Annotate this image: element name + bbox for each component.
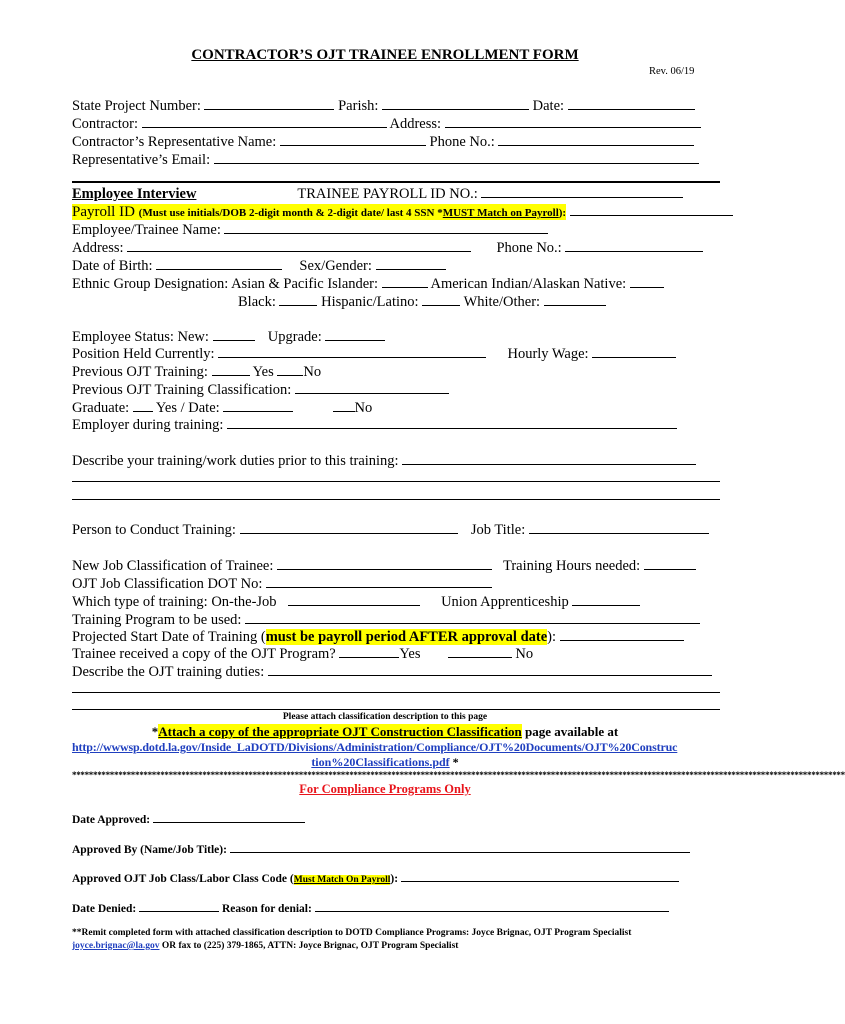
rep-phone-label: Phone No.: <box>429 134 495 150</box>
describe-ojt-field[interactable] <box>268 662 712 676</box>
received-no-label: No <box>515 646 534 662</box>
date-denied-field[interactable] <box>139 901 219 912</box>
start-date-field[interactable] <box>560 627 684 641</box>
rep-email-field[interactable] <box>214 150 699 164</box>
attach-note: Please attach classification description to this page <box>282 712 488 722</box>
prev-training-no-field[interactable] <box>277 362 303 376</box>
hourly-wage-label: Hourly Wage: <box>507 346 589 362</box>
graduate-no-label: No <box>354 400 373 416</box>
hispanic-label: Hispanic/Latino: <box>321 294 419 310</box>
received-no-field[interactable] <box>448 644 512 658</box>
duties-label: Describe your training/work duties prior to this training: <box>72 453 399 469</box>
ethnic-row-2 <box>238 292 606 311</box>
attach-instruction: *Attach a copy of the appropriate OJT Construction Classification page available at <box>151 724 619 739</box>
duties-row <box>72 451 696 470</box>
person-label: Person to Conduct Training: <box>72 522 236 538</box>
trainee-name-field[interactable] <box>224 220 548 234</box>
prev-training-yes-field[interactable] <box>212 362 250 376</box>
reason-field[interactable] <box>315 901 669 912</box>
payroll-id-field[interactable] <box>570 202 733 216</box>
parish-field[interactable] <box>382 96 529 110</box>
dot-no-field[interactable] <box>266 574 492 588</box>
prev-training-label: Previous OJT Training: <box>72 364 208 380</box>
new-class-row <box>72 556 696 575</box>
graduate-label: Graduate: <box>72 400 130 416</box>
graduate-date-field[interactable] <box>223 398 293 412</box>
trainee-payroll-id-field[interactable] <box>481 184 683 198</box>
payroll-id-label: Payroll ID (Must use initials/DOB 2-digit month & 2-digit date/ last 4 SSN *MUST Match on Payroll): <box>72 204 567 220</box>
date-approved-row <box>72 812 305 826</box>
american-indian-label: American Indian/Alaskan Native: <box>430 276 627 292</box>
training-type-label: Which type of training: On-the-Job <box>72 594 277 610</box>
describe-ojt-label: Describe the OJT training duties: <box>72 664 265 680</box>
contractor-row <box>72 114 701 133</box>
received-yes-label: Yes <box>399 646 421 662</box>
rep-name-field[interactable] <box>280 132 426 146</box>
new-class-label: New Job Classification of Trainee: <box>72 558 274 574</box>
employee-status-label: Employee Status: New: <box>72 329 209 345</box>
ethnic-row <box>72 274 664 293</box>
contractor-address-field[interactable] <box>445 114 701 128</box>
start-date-label: Projected Start Date of Training (must be payroll period AFTER approval date): <box>72 629 557 645</box>
position-row <box>72 344 676 363</box>
trainee-address-field[interactable] <box>127 238 471 252</box>
prev-class-row <box>72 380 449 399</box>
date-approved-label: Date Approved: <box>72 814 151 826</box>
asterisk-divider: **************************************************************************************************************************************************************************************** <box>72 770 845 780</box>
white-label: White/Other: <box>463 294 541 310</box>
program-label: Training Program to be used: <box>72 612 242 628</box>
graduate-no-field[interactable] <box>333 398 355 412</box>
job-title-label: Job Title: <box>470 522 526 538</box>
fax-note: OR fax to (225) 379-1865, ATTN: Joyce Brignac, OJT Program Specialist <box>159 941 459 951</box>
employer-field[interactable] <box>227 415 677 429</box>
training-hours-label: Training Hours needed: <box>503 558 641 574</box>
ethnic-label: Ethnic Group Designation: Asian & Pacific Islander: <box>72 276 379 292</box>
trainee-address-row <box>72 238 703 257</box>
on-the-job-field[interactable] <box>288 592 420 606</box>
prev-training-yes-label: Yes <box>252 364 274 380</box>
trainee-address-label: Address: <box>72 240 124 256</box>
trainee-payroll-id-label: TRAINEE PAYROLL ID NO.: <box>297 186 478 202</box>
trainee-phone-label: Phone No.: <box>496 240 562 256</box>
date-label: Date: <box>532 98 565 114</box>
date-field[interactable] <box>568 96 695 110</box>
contractor-address-label: Address: <box>389 116 442 132</box>
remit-note: **Remit completed form with attached classification description to DOTD Compliance Programs: Joyce Brignac, OJT Program Specialist <box>72 928 632 938</box>
dob-label: Date of Birth: <box>72 258 153 274</box>
person-field[interactable] <box>240 520 458 534</box>
black-label: Black: <box>238 294 276 310</box>
employee-interview-heading: Employee Interview <box>72 186 197 202</box>
program-field[interactable] <box>245 610 700 624</box>
trainee-name-row <box>72 220 548 239</box>
prev-class-label: Previous OJT Training Classification: <box>72 382 292 398</box>
hispanic-field[interactable] <box>422 292 460 306</box>
prev-training-row <box>72 362 321 381</box>
representative-row <box>72 132 694 151</box>
person-row <box>72 520 709 539</box>
approved-by-row <box>72 842 690 856</box>
rep-email-row <box>72 150 699 169</box>
rep-email-label: Representative’s Email: <box>72 152 211 168</box>
received-row <box>72 644 533 663</box>
trainee-name-label: Employee/Trainee Name: <box>72 222 221 238</box>
date-denied-label: Date Denied: <box>72 903 137 915</box>
job-title-field[interactable] <box>529 520 709 534</box>
rep-phone-field[interactable] <box>498 132 694 146</box>
state-project-number-field[interactable] <box>204 96 334 110</box>
state-project-number-label: State Project Number: <box>72 98 201 114</box>
sex-label: Sex/Gender: <box>299 258 372 274</box>
reason-label: Reason for denial: <box>221 903 312 915</box>
employer-row <box>72 415 677 434</box>
union-label: Union Apprenticeship <box>441 594 569 610</box>
contractor-label: Contractor: <box>72 116 139 132</box>
position-field[interactable] <box>218 344 486 358</box>
classification-url-line2-row: tion%20Classifications.pdf * <box>311 755 459 769</box>
new-class-field[interactable] <box>277 556 492 570</box>
classification-url-line1[interactable]: http://wwwsp.dotd.la.gov/Inside_LaDOTD/Divisions/Administration/Compliance/OJT%20Documents/OJT%20Construc <box>72 740 678 754</box>
describe-ojt-line-2[interactable] <box>72 692 720 693</box>
approved-class-row <box>72 871 679 885</box>
compliance-heading: For Compliance Programs Only <box>299 782 471 796</box>
duties-line-3[interactable] <box>72 499 720 500</box>
prev-training-no-label: No <box>303 364 322 380</box>
training-type-row <box>72 592 640 611</box>
upgrade-label: Upgrade: <box>267 329 322 345</box>
sex-field[interactable] <box>376 256 446 270</box>
approved-by-field[interactable] <box>230 842 690 853</box>
classification-url-line2[interactable]: tion%20Classifications.pdf <box>311 755 450 769</box>
dob-row <box>72 256 446 275</box>
dob-field[interactable] <box>156 256 282 270</box>
upgrade-field[interactable] <box>325 327 385 341</box>
prev-class-field[interactable] <box>295 380 449 394</box>
status-new-field[interactable] <box>213 327 255 341</box>
date-denied-row <box>72 901 669 915</box>
black-field[interactable] <box>279 292 317 306</box>
rep-name-label: Contractor’s Representative Name: <box>72 134 277 150</box>
employee-interview-row <box>72 184 683 203</box>
form-title: CONTRACTOR’S OJT TRAINEE ENROLLMENT FORM <box>191 47 579 63</box>
contact-email-link[interactable]: joyce.brignac@la.gov <box>72 941 160 951</box>
graduate-yes-date-label: Yes / Date: <box>155 400 220 416</box>
contractor-field[interactable] <box>142 114 387 128</box>
american-indian-field[interactable] <box>630 274 664 288</box>
white-field[interactable] <box>544 292 606 306</box>
position-label: Position Held Currently: <box>72 346 215 362</box>
received-label: Trainee received a copy of the OJT Program? <box>72 646 336 662</box>
approved-by-label: Approved By (Name/Job Title): <box>72 844 227 856</box>
state-project-row <box>72 96 695 115</box>
training-hours-field[interactable] <box>644 556 696 570</box>
graduate-yes-field[interactable] <box>133 398 153 412</box>
dot-no-label: OJT Job Classification DOT No: <box>72 576 263 592</box>
describe-ojt-line-3[interactable] <box>72 709 720 710</box>
employer-label: Employer during training: <box>72 417 224 433</box>
revision-label: Rev. 06/19 <box>649 66 695 77</box>
payroll-id-row <box>72 202 733 221</box>
asian-pacific-field[interactable] <box>382 274 428 288</box>
parish-label: Parish: <box>338 98 379 114</box>
fax-note-row <box>72 941 458 951</box>
hourly-wage-field[interactable] <box>592 344 676 358</box>
dot-no-row <box>72 574 492 593</box>
describe-ojt-row <box>72 662 712 681</box>
approved-class-label: Approved OJT Job Class/Labor Class Code (Must Match On Payroll): <box>72 873 399 885</box>
trainee-phone-field[interactable] <box>565 238 703 252</box>
union-field[interactable] <box>572 592 640 606</box>
duties-field[interactable] <box>402 451 696 465</box>
duties-line-2[interactable] <box>72 481 720 482</box>
received-yes-field[interactable] <box>339 644 399 658</box>
date-approved-field[interactable] <box>153 812 305 823</box>
section-divider <box>72 181 720 183</box>
approved-class-field[interactable] <box>401 871 679 882</box>
